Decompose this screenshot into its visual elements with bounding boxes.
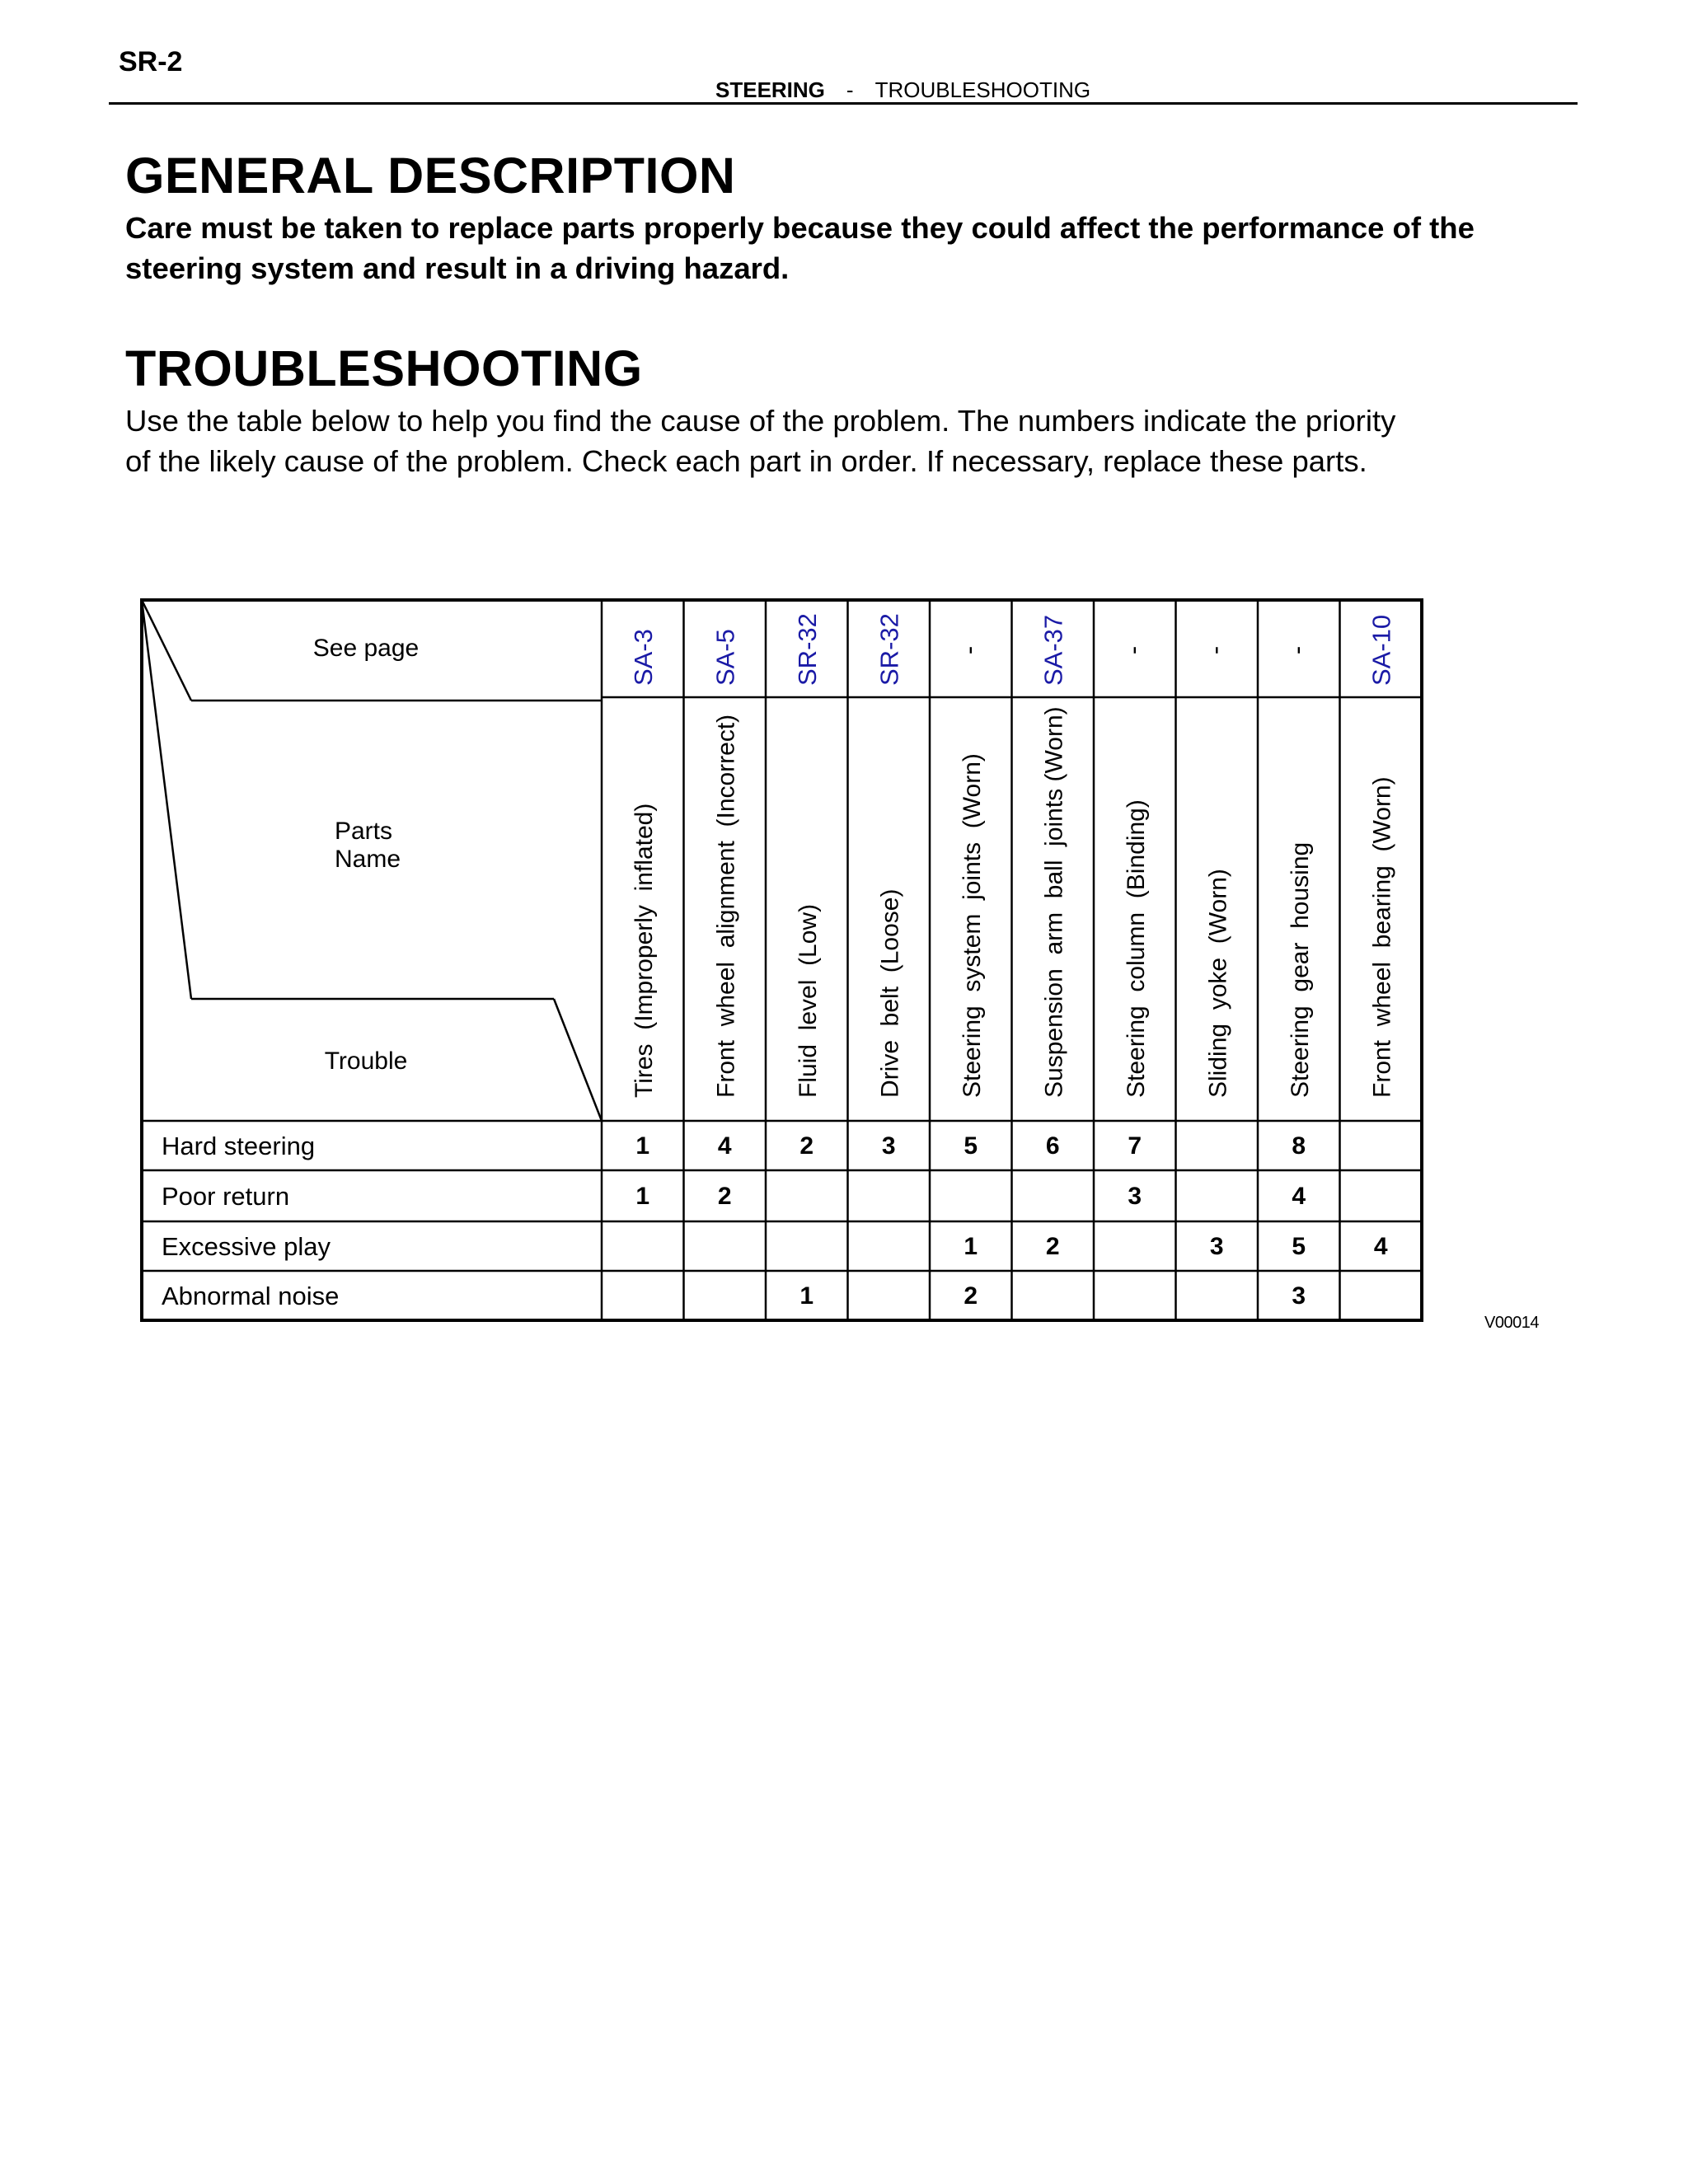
part-name: Front wheel alignment (Incorrect) — [712, 714, 740, 1098]
troubleshooting-intro-line-1: Use the table below to help you find the cause of the problem. The numbers indicate the priority — [125, 404, 1396, 438]
part-name: Fluid level (Low) — [794, 903, 822, 1098]
part-name: Steering system joints (Worn) — [958, 753, 986, 1098]
part-name: Steering column (Binding) — [1122, 799, 1150, 1098]
page-number: SR-2 — [119, 46, 183, 77]
priority-cell: 2 — [1045, 1233, 1060, 1260]
priority-cell: 2 — [717, 1183, 732, 1210]
see-page-ref[interactable]: SA-37 — [1039, 614, 1068, 686]
part-name: Tires (Improperly inflated) — [630, 803, 658, 1098]
trouble-label: Hard steering — [162, 1132, 316, 1160]
see-page-ref[interactable]: SA-5 — [710, 629, 740, 686]
see-page-none: - — [1282, 645, 1311, 655]
header-parts-label-line-2: Name — [334, 846, 401, 873]
priority-cell: 4 — [717, 1132, 732, 1160]
trouble-label: Poor return — [162, 1182, 290, 1211]
priority-cell: 3 — [1128, 1183, 1142, 1210]
priority-cell: 1 — [635, 1132, 650, 1160]
priority-cell: 3 — [1292, 1282, 1306, 1310]
priority-cell: 1 — [635, 1183, 650, 1210]
priority-cell: 1 — [799, 1282, 814, 1310]
running-header-section: STEERING — [715, 77, 825, 102]
see-page-ref[interactable]: SA-3 — [628, 629, 658, 686]
priority-cell: 3 — [881, 1132, 896, 1160]
trouble-diagonal — [554, 999, 602, 1121]
see-page-none: - — [1118, 645, 1147, 655]
priority-cell: 4 — [1292, 1183, 1306, 1210]
running-header-subsection: TROUBLESHOOTING — [874, 77, 1091, 102]
header-see-page-label: See page — [312, 635, 420, 662]
part-name: Front wheel bearing (Worn) — [1368, 776, 1396, 1098]
priority-cell: 3 — [1209, 1233, 1224, 1260]
priority-cell: 5 — [964, 1132, 978, 1160]
part-name: Sliding yoke (Worn) — [1204, 869, 1232, 1098]
part-name: Drive belt (Loose) — [876, 888, 904, 1098]
see-page-ref[interactable]: SR-32 — [792, 613, 822, 686]
priority-cell: 4 — [1373, 1233, 1388, 1260]
troubleshooting-heading: TROUBLESHOOTING — [125, 340, 643, 396]
see-page-none: - — [1200, 645, 1230, 655]
priority-cell: 2 — [964, 1282, 978, 1310]
troubleshooting-intro-line-2: of the likely cause of the problem. Check each part in order. If necessary, replace these parts. — [125, 444, 1367, 478]
part-name: Suspension arm ball joints (Worn) — [1040, 706, 1068, 1098]
priority-cell: 1 — [964, 1233, 978, 1260]
see-page-ref[interactable]: SR-32 — [874, 613, 904, 686]
trouble-label: Excessive play — [162, 1232, 331, 1261]
see-page-diagonal — [142, 600, 191, 701]
see-page-none: - — [954, 645, 983, 655]
priority-cell: 7 — [1128, 1132, 1142, 1160]
general-description-heading: GENERAL DESCRIPTION — [125, 148, 736, 204]
priority-cell: 5 — [1292, 1233, 1306, 1260]
general-description-line-1: Care must be taken to replace parts properly because they could affect the performance of the — [125, 211, 1475, 245]
see-page-ref[interactable]: SA-10 — [1367, 614, 1396, 686]
running-header-separator: - — [846, 77, 854, 102]
priority-cell: 6 — [1045, 1132, 1060, 1160]
parts-diagonal — [142, 600, 191, 999]
header-trouble-label: Trouble — [324, 1047, 408, 1075]
figure-code: V00014 — [1484, 1314, 1539, 1332]
priority-cell: 8 — [1292, 1132, 1306, 1160]
part-name: Steering gear housing — [1286, 841, 1314, 1098]
priority-cell: 2 — [799, 1132, 814, 1160]
general-description-line-2: steering system and result in a driving hazard. — [125, 251, 790, 285]
trouble-label: Abnormal noise — [162, 1282, 340, 1310]
header-parts-label-line-1: Parts — [334, 818, 393, 845]
